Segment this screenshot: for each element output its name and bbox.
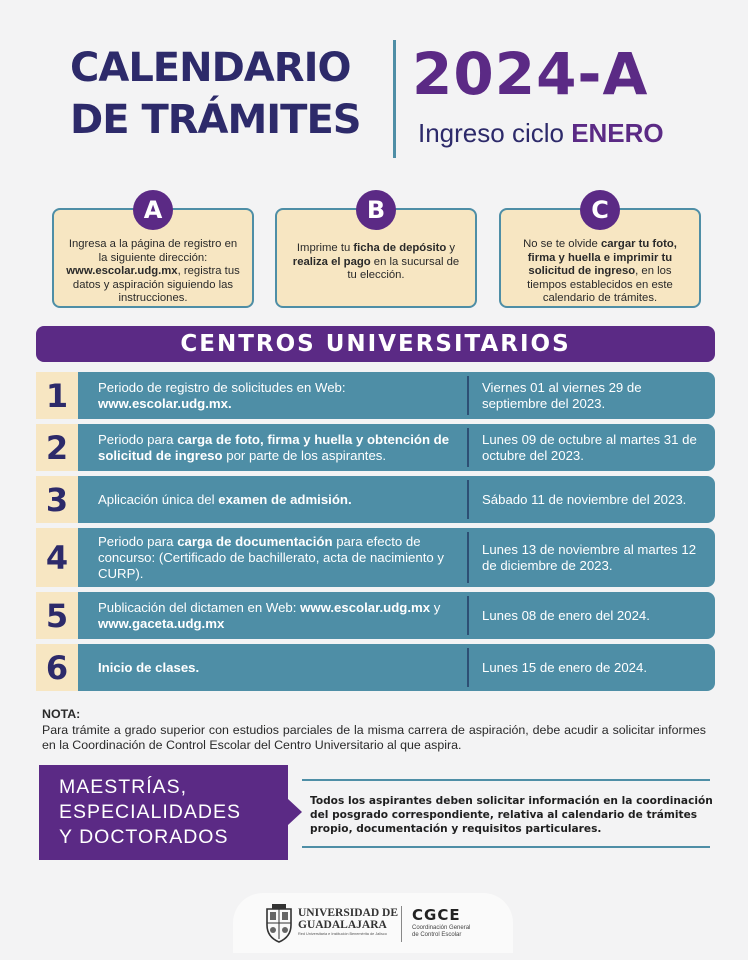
step-description: [98, 424, 460, 471]
text-segment: Aplicación única del: [98, 491, 219, 507]
step-date: Lunes 09 de octubre al martes 31 de octubre del 2023.: [482, 431, 697, 463]
postgraduate-rule-bottom: [302, 846, 710, 848]
text-segment: en la sucursal de tu elección.: [347, 255, 460, 281]
instruction-card-a: [52, 196, 254, 308]
step-divider: [467, 480, 469, 519]
note-label: NOTA:: [42, 707, 81, 721]
note-text: Para trámite a grado superior con estudios parciales de la misma carrera de aspiración, debe acudir a solicitar informes en la Coordinación de Control Escolar del Centro Universitario al que aspira.: [42, 722, 706, 752]
step-description-text: [98, 492, 352, 508]
card-text: [511, 238, 689, 306]
bold-segment: www.escolar.udg.mx.: [98, 395, 232, 411]
text-segment: y: [430, 599, 441, 615]
bold-segment: www.escolar.udg.mx: [66, 265, 178, 277]
udg-line-1: UNIVERSIDAD DE: [298, 907, 399, 919]
step-row: [36, 372, 715, 419]
title-line-2: DE TRÁMITES: [70, 97, 361, 143]
cgce-sub-line-2: de Control Escolar: [412, 932, 462, 938]
page-title: [70, 42, 380, 146]
period-subtitle: [418, 118, 664, 149]
step-description: [98, 528, 460, 587]
bold-segment: realiza el pago: [292, 255, 371, 268]
text-segment: por parte de los aspirantes.: [222, 447, 387, 463]
bold-segment: Inicio de clases.: [98, 659, 200, 675]
step-number: 1: [36, 372, 78, 419]
card-letter-badge: B: [356, 190, 396, 230]
card-letter-badge: A: [133, 190, 173, 230]
step-number: 3: [36, 476, 78, 523]
udg-crest-icon: [264, 903, 294, 943]
step-date: Lunes 13 de noviembre al martes 12 de diciembre de 2023.: [482, 541, 697, 573]
text-segment: Publicación del dictamen en Web:: [98, 599, 301, 615]
header-divider: [393, 40, 396, 158]
postgraduate-rule-top: [302, 779, 710, 781]
udg-subtitle: Red Universitaria e Institución Benemérita de Jalisco: [298, 932, 387, 936]
bold-segment: ficha de depósito: [353, 242, 447, 254]
step-row: [36, 424, 715, 471]
step-description: [98, 372, 460, 419]
cgce-logo-text: CGCE: [412, 906, 461, 924]
step-description: [98, 476, 460, 523]
step-description-text: [98, 380, 460, 412]
postgraduate-text: Todos los aspirantes deben solicitar información en la coordinación del posgrado correspondiente, relativa al calendario de trámites propio, documentación y requisitos particulares.: [310, 795, 713, 835]
step-divider: [467, 596, 469, 635]
step-number: 6: [36, 644, 78, 691]
section-title: CENTROS UNIVERSITARIOS: [36, 326, 715, 362]
step-description: [98, 644, 460, 691]
udg-line-2: GUADALAJARA: [298, 919, 387, 931]
card-text: [287, 238, 465, 283]
step-description: [98, 592, 460, 639]
cgce-sub-line-1: Coordinación General: [412, 925, 471, 931]
period-year: 2024-A: [412, 40, 649, 108]
step-divider: [467, 648, 469, 687]
text-segment: Ingresa a la página de registro en la siguiente dirección:: [68, 238, 238, 264]
step-row: [36, 476, 715, 523]
text-segment: No se te olvide: [523, 238, 601, 250]
postgraduate-line-1: MAESTRÍAS,: [59, 776, 188, 798]
step-divider: [467, 376, 469, 415]
title-line-1: CALENDARIO: [70, 45, 351, 91]
text-segment: para efecto de concurso: (Certificado de bachillerato, acta de nacimiento y CURP).: [98, 533, 444, 581]
text-segment: Periodo para: [98, 431, 178, 447]
step-divider: [467, 428, 469, 467]
instruction-card-c: [499, 196, 701, 308]
postgraduate-line-3: Y DOCTORADOS: [59, 826, 229, 848]
footer-divider: [401, 906, 402, 942]
text-segment: , registra tus datos y aspiración siguiendo las instrucciones.: [72, 265, 240, 304]
subtitle-highlight: ENERO: [571, 118, 664, 148]
step-number: 2: [36, 424, 78, 471]
udg-logo-text: [298, 907, 398, 931]
step-number: 4: [36, 528, 78, 587]
bold-segment: examen de admisión.: [218, 491, 352, 507]
postgraduate-box: [39, 765, 288, 860]
cgce-subtitle: [412, 925, 470, 939]
text-segment: Imprime tu: [296, 242, 354, 254]
step-date: Lunes 15 de enero de 2024.: [482, 659, 647, 675]
card-text: [64, 238, 242, 306]
text-segment: Periodo de registro de solicitudes en Web:: [98, 379, 346, 395]
bold-segment: www.gaceta.udg.mx: [98, 615, 225, 631]
step-number: 5: [36, 592, 78, 639]
bold-segment: cargar tu foto, firma y huella e imprimir tu solicitud de ingreso: [527, 238, 677, 277]
postgraduate-line-2: ESPECIALIDADES: [59, 801, 241, 823]
text-segment: Periodo para: [98, 533, 178, 549]
step-description-text: [98, 432, 460, 464]
bold-segment: carga de documentación: [177, 533, 333, 549]
text-segment: y: [446, 242, 456, 254]
step-row: [36, 592, 715, 639]
bold-segment: www.escolar.udg.mx: [300, 599, 431, 615]
bold-segment: carga de foto, firma y huella y obtención de solicitud de ingreso: [98, 431, 450, 463]
step-description-text: [98, 660, 199, 676]
step-date: Viernes 01 al viernes 29 de septiembre del 2023.: [482, 379, 642, 411]
step-divider: [467, 532, 469, 583]
note: [42, 707, 706, 754]
instruction-card-b: [275, 196, 477, 308]
postgraduate-arrow: [288, 799, 302, 825]
step-description-text: [98, 534, 460, 582]
step-description-text: [98, 600, 460, 632]
card-letter-badge: C: [580, 190, 620, 230]
step-date: Lunes 08 de enero del 2024.: [482, 607, 650, 623]
step-row: [36, 644, 715, 691]
subtitle-prefix: Ingreso ciclo: [418, 118, 572, 148]
text-segment: , en los tiempos establecidos en este calendario de trámites.: [527, 265, 673, 304]
step-row: [36, 528, 715, 587]
step-date: Sábado 11 de noviembre del 2023.: [482, 491, 687, 507]
